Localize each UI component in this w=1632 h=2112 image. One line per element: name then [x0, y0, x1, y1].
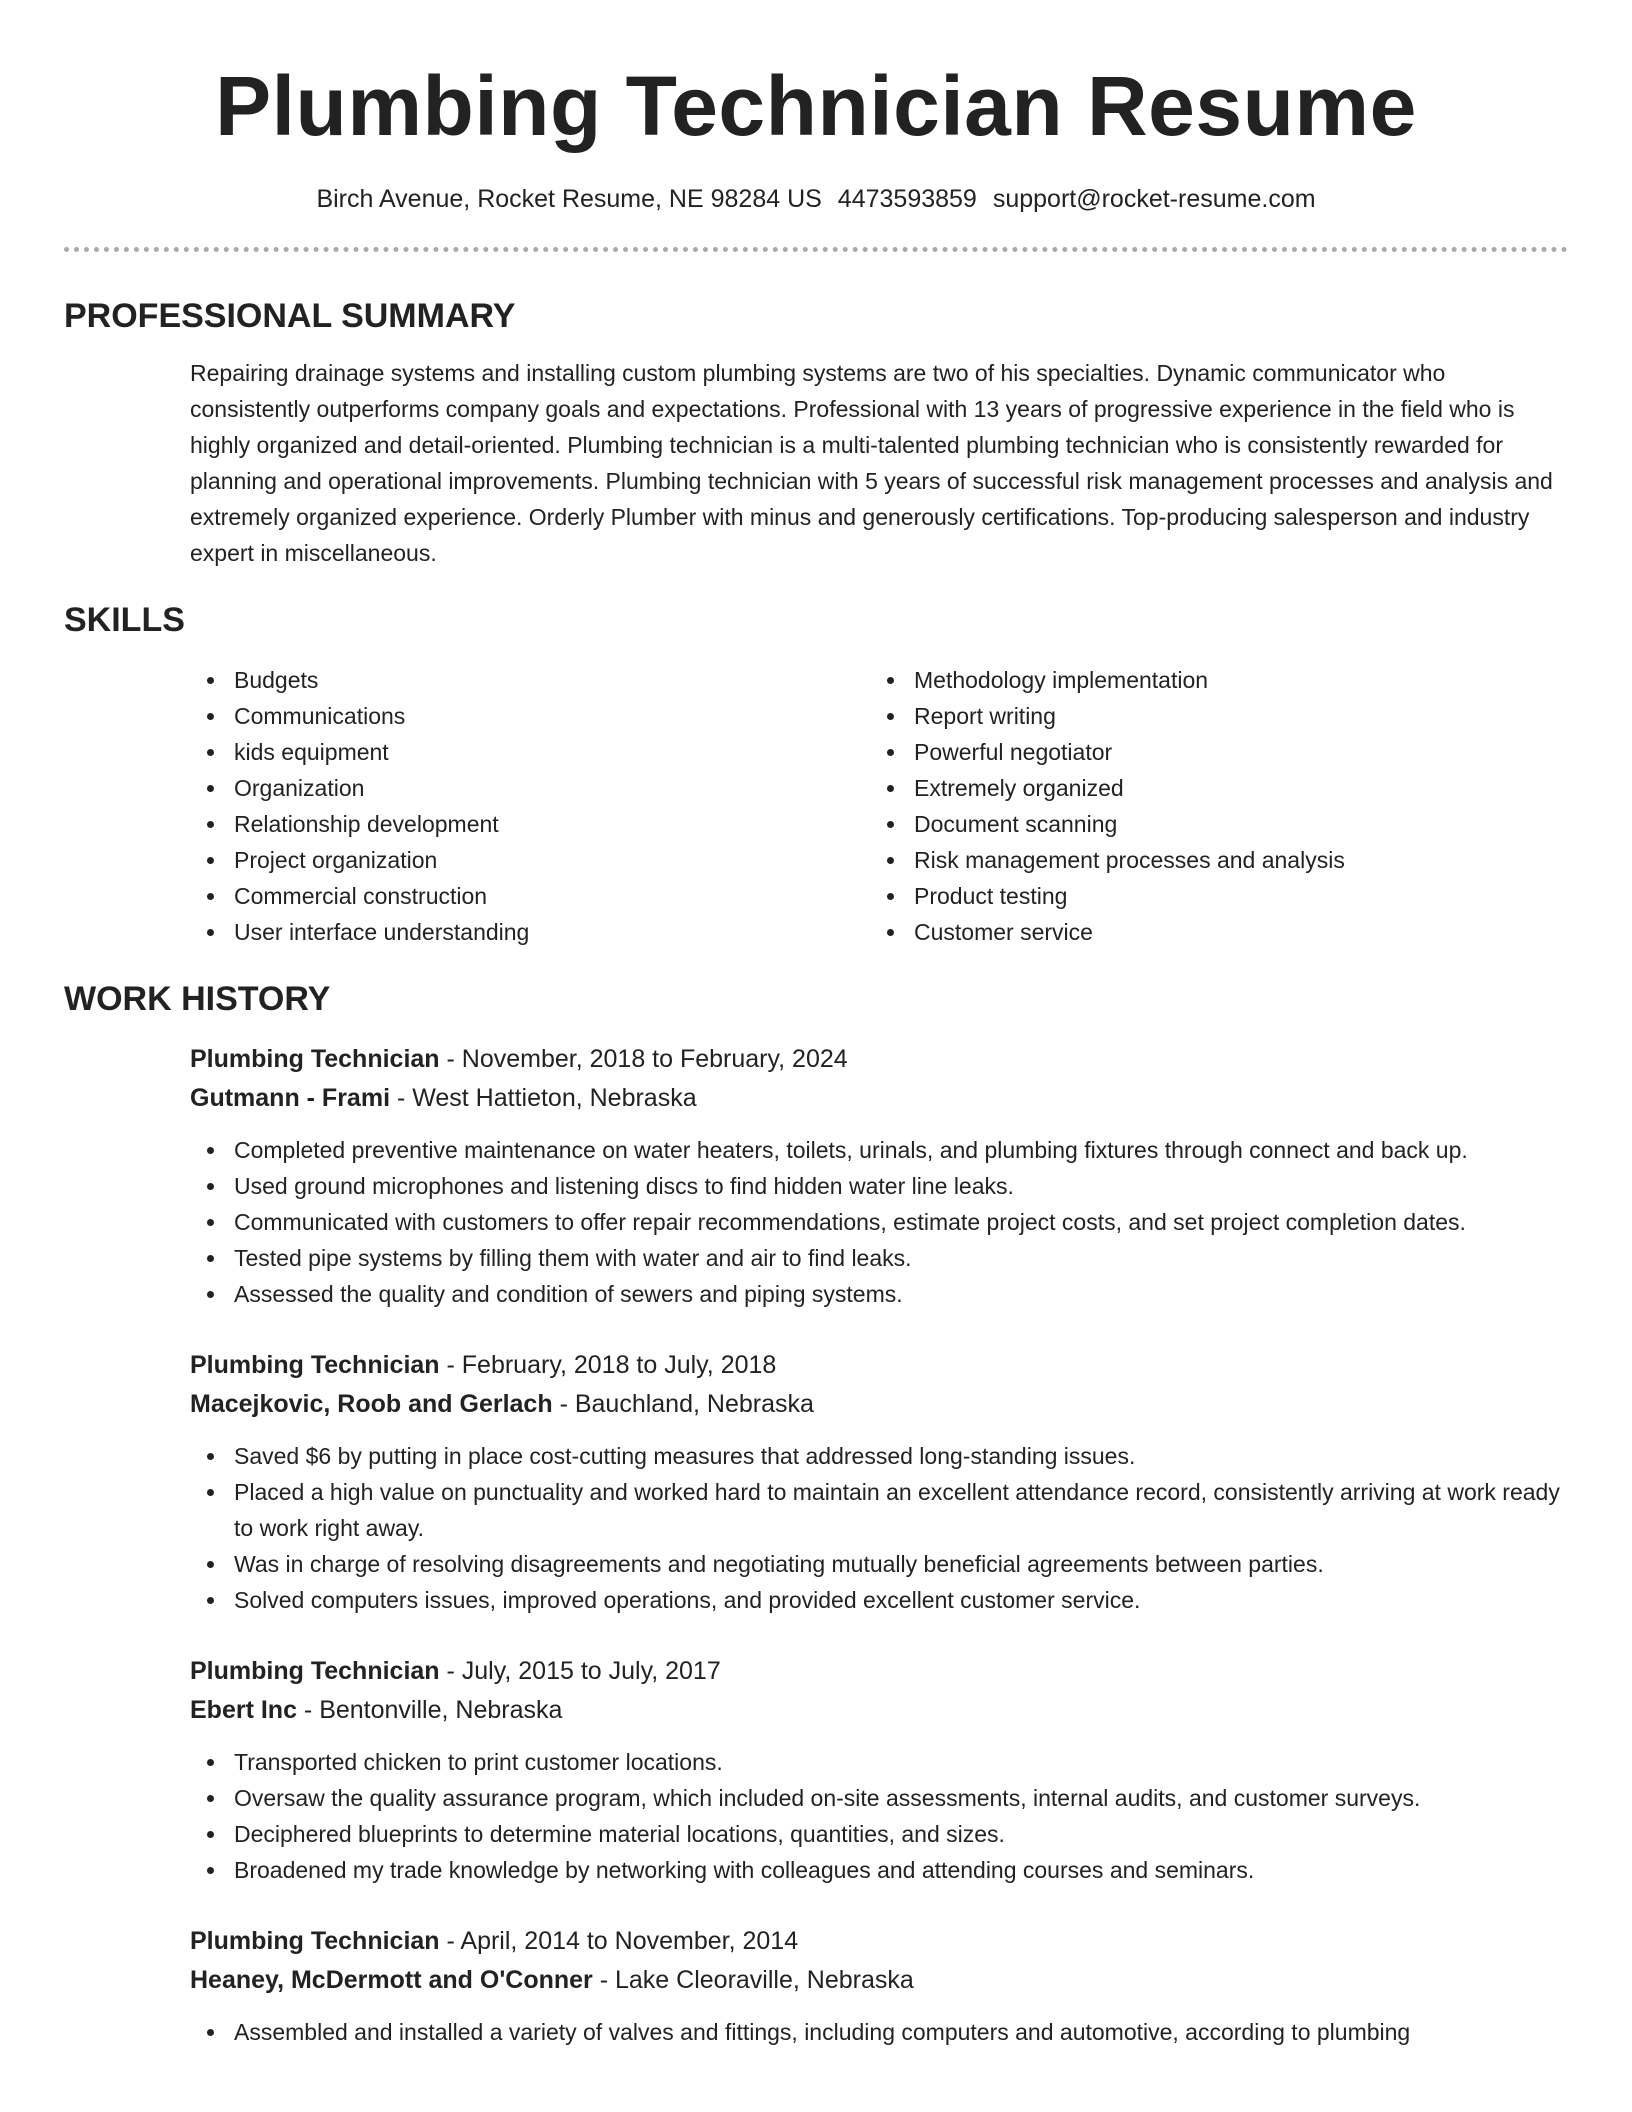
- skill-item: Report writing: [870, 698, 1550, 734]
- skills-heading: SKILLS: [64, 601, 185, 639]
- job-title: Plumbing Technician: [190, 1351, 440, 1379]
- contact-info: [64, 182, 1568, 216]
- skill-item: Product testing: [870, 878, 1550, 914]
- work-history-heading: WORK HISTORY: [64, 980, 331, 1018]
- job-company-line: [190, 1385, 1568, 1424]
- header-divider: [64, 247, 1568, 252]
- job-duties: [190, 1744, 1568, 1888]
- skill-item: Project organization: [190, 842, 870, 878]
- contact-phone: 4473593859: [837, 185, 977, 213]
- job-duty: Tested pipe systems by filling them with water and air to find leaks.: [190, 1240, 1568, 1276]
- job-entry: [190, 1346, 1568, 1618]
- job-title-line: [190, 1652, 1568, 1691]
- job-duty: Transported chicken to print customer locations.: [190, 1744, 1568, 1780]
- job-company: Gutmann - Frami: [190, 1084, 391, 1112]
- skills-right-column: [870, 662, 1550, 950]
- summary-text: Repairing drainage systems and installing custom plumbing systems are two of his specialties. Dynamic communicator who consistently outperforms company goals and expectations. Professional with 13 years of progressive experience in the field who is highly organized and detail-oriented. Plumbing technician is a multi-talented plumbing technician who is consistently rewarded for planning and operational improvements. Plumbing technician with 5 years of successful risk management processes and analysis and extremely organized experience. Orderly Plumber with minus and generously certifications. Top-producing salesperson and industry expert in miscellaneous.: [190, 360, 1553, 566]
- job-title: Plumbing Technician: [190, 1927, 440, 1955]
- job-duties: [190, 1132, 1568, 1312]
- job-dates: - July, 2015 to July, 2017: [439, 1657, 721, 1685]
- skills-columns: [190, 662, 1568, 950]
- job-company: Ebert Inc: [190, 1696, 297, 1724]
- job-duties: [190, 1438, 1568, 1618]
- work-history-section: [64, 978, 1568, 2050]
- job-duty: Saved $6 by putting in place cost-cutting measures that addressed long-standing issues.: [190, 1438, 1568, 1474]
- job-title-line: [190, 1922, 1568, 1961]
- job-duty: Used ground microphones and listening discs to find hidden water line leaks.: [190, 1168, 1568, 1204]
- job-title-line: [190, 1346, 1568, 1385]
- skills-left-column: [190, 662, 870, 950]
- skill-item: Customer service: [870, 914, 1550, 950]
- skill-item: Methodology implementation: [870, 662, 1550, 698]
- job-entry: [190, 1040, 1568, 1312]
- skill-item: Powerful negotiator: [870, 734, 1550, 770]
- job-company: Macejkovic, Roob and Gerlach: [190, 1390, 553, 1418]
- skill-item: Commercial construction: [190, 878, 870, 914]
- skill-item: User interface understanding: [190, 914, 870, 950]
- job-company-line: [190, 1079, 1568, 1118]
- job-entry: [190, 1652, 1568, 1888]
- skill-item: Document scanning: [870, 806, 1550, 842]
- professional-summary-section: [64, 295, 1568, 571]
- skill-item: Relationship development: [190, 806, 870, 842]
- job-location: - Bauchland, Nebraska: [552, 1390, 814, 1418]
- job-location: - Bentonville, Nebraska: [296, 1696, 563, 1724]
- job-duty: Placed a high value on punctuality and worked hard to maintain an excellent attendance record, consistently arriving at work ready to work right away.: [190, 1474, 1568, 1546]
- resume-title: Plumbing Technician Resume: [215, 59, 1417, 153]
- job-dates: - February, 2018 to July, 2018: [439, 1351, 777, 1379]
- job-dates: - April, 2014 to November, 2014: [439, 1927, 799, 1955]
- job-duty: Was in charge of resolving disagreements and negotiating mutually beneficial agreements between parties.: [190, 1546, 1568, 1582]
- contact-address: Birch Avenue, Rocket Resume, NE 98284 US: [316, 185, 822, 213]
- job-title: Plumbing Technician: [190, 1657, 440, 1685]
- skill-item: Communications: [190, 698, 870, 734]
- job-title: Plumbing Technician: [190, 1045, 440, 1073]
- job-location: - West Hattieton, Nebraska: [390, 1084, 697, 1112]
- skill-item: kids equipment: [190, 734, 870, 770]
- job-duty: Assessed the quality and condition of sewers and piping systems.: [190, 1276, 1568, 1312]
- skill-item: Extremely organized: [870, 770, 1550, 806]
- job-company: Heaney, McDermott and O'Conner: [190, 1966, 593, 1994]
- job-duty: Solved computers issues, improved operations, and provided excellent customer service.: [190, 1582, 1568, 1618]
- job-duty: Broadened my trade knowledge by networking with colleagues and attending courses and seminars.: [190, 1852, 1568, 1888]
- job-duty: Deciphered blueprints to determine material locations, quantities, and sizes.: [190, 1816, 1568, 1852]
- job-duty: Communicated with customers to offer repair recommendations, estimate project costs, and set project completion dates.: [190, 1204, 1568, 1240]
- job-location: - Lake Cleoraville, Nebraska: [592, 1966, 914, 1994]
- resume-page: [64, 0, 1568, 2050]
- skill-item: Risk management processes and analysis: [870, 842, 1550, 878]
- job-entry: [190, 1922, 1568, 2050]
- job-duties: [190, 2014, 1568, 2050]
- skills-section: [64, 599, 1568, 950]
- job-company-line: [190, 1961, 1568, 2000]
- job-dates: - November, 2018 to February, 2024: [439, 1045, 848, 1073]
- job-duty: Completed preventive maintenance on water heaters, toilets, urinals, and plumbing fixtures through connect and back up.: [190, 1132, 1568, 1168]
- summary-heading: PROFESSIONAL SUMMARY: [64, 297, 516, 335]
- job-duty: Oversaw the quality assurance program, which included on-site assessments, internal audits, and customer surveys.: [190, 1780, 1568, 1816]
- skill-item: Budgets: [190, 662, 870, 698]
- job-duty: Assembled and installed a variety of valves and fittings, including computers and automotive, according to plumbing: [190, 2014, 1568, 2050]
- job-company-line: [190, 1691, 1568, 1730]
- job-title-line: [190, 1040, 1568, 1079]
- skill-item: Organization: [190, 770, 870, 806]
- contact-email: support@rocket-resume.com: [992, 185, 1316, 213]
